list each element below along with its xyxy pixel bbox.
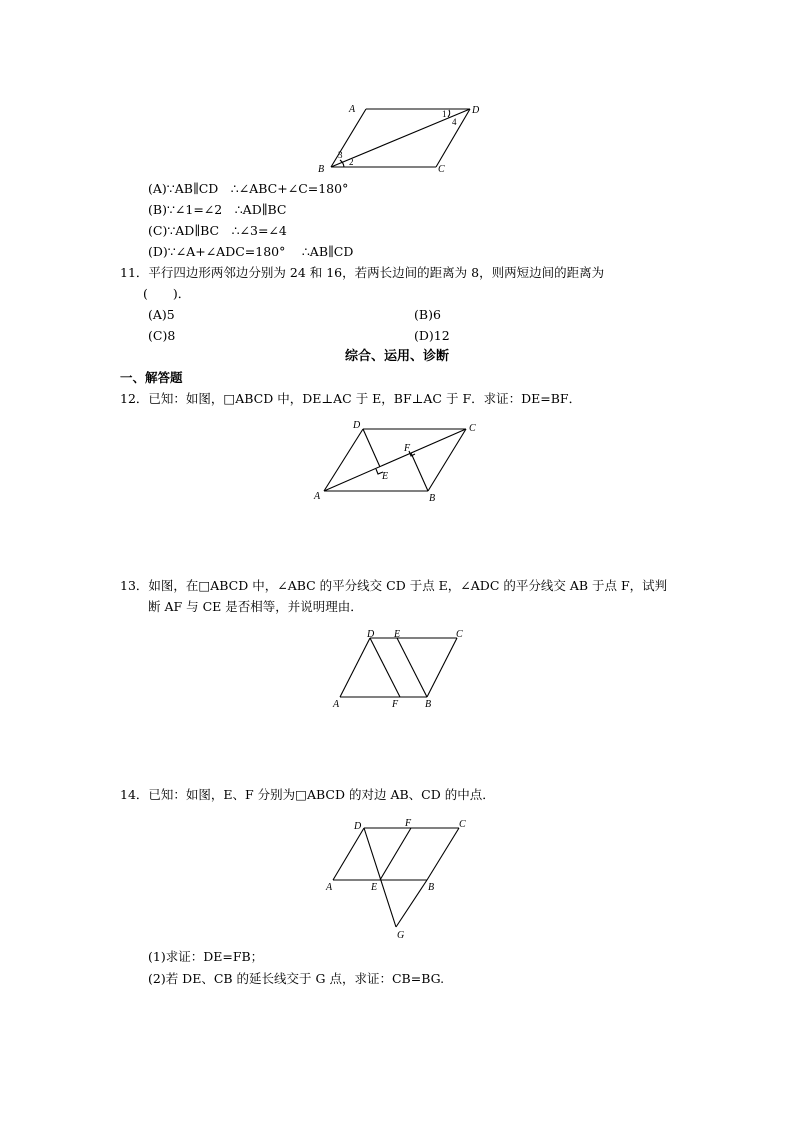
fig12-label-c: C xyxy=(469,423,476,434)
fig12-label-b: B xyxy=(429,493,436,504)
q13-text-line1: 13．如图，在□ABCD 中，∠ABC 的平分线交 CD 于点 E，∠ADC 的平分线交 AB 于点 F，试判 xyxy=(120,578,668,593)
fig10-angle-2: 2 xyxy=(349,157,354,167)
fig10-angle-4: 4 xyxy=(452,117,457,127)
fig14-label-b: B xyxy=(428,882,435,893)
fig12-label-e: E xyxy=(382,471,389,482)
fig10-angle-1: 1 xyxy=(442,109,447,119)
section-title: 综合、运用、诊断 xyxy=(344,349,449,364)
q10-option-d: (D)∵∠A+∠ADC=180° ∴AB∥CD xyxy=(148,244,354,259)
q11-option-c: (C)8 xyxy=(148,328,176,343)
fig13-label-b: B xyxy=(425,699,432,710)
fig14-label-g: G xyxy=(397,930,405,941)
fig10-label-d: D xyxy=(472,105,480,116)
q10-option-a: (A)∵AB∥CD ∴∠ABC+∠C=180° xyxy=(148,181,349,196)
fig13-label-d: D xyxy=(367,629,375,640)
q11-option-d: (D)12 xyxy=(414,328,450,343)
fig10-label-a: A xyxy=(349,104,356,115)
fig12-label-a: A xyxy=(314,491,321,502)
fig13-label-a: A xyxy=(333,699,340,710)
q11-text-line2: ( )． xyxy=(143,286,191,301)
fig14-label-c: C xyxy=(459,819,466,830)
fig14-label-d: D xyxy=(354,821,362,832)
q11-option-a: (A)5 xyxy=(148,307,175,322)
fig10-angle-3: 3 xyxy=(338,150,343,160)
q11-option-b: (B)6 xyxy=(414,307,441,322)
q10-option-b: (B)∵∠1=∠2 ∴AD∥BC xyxy=(148,202,287,217)
q14-part1: (1)求证：DE=FB； xyxy=(148,949,264,964)
fig10-label-b: B xyxy=(318,164,325,175)
fig13-label-e: E xyxy=(394,629,401,640)
fig13-label-f: F xyxy=(392,699,399,710)
q12-text: 12．已知：如图，□ABCD 中，DE⊥AC 于 E，BF⊥AC 于 F．求证：DE=BF． xyxy=(120,391,582,406)
q14-part2: (2)若 DE、CB 的延长线交于 G 点，求证：CB=BG. xyxy=(148,971,445,986)
fig14-label-a: A xyxy=(326,882,333,893)
fig14-label-f: F xyxy=(405,818,412,829)
fig10-label-c: C xyxy=(438,164,445,175)
q11-text-line1: 11．平行四边形两邻边分别为 24 和 16，若两长边间的距离为 8，则两短边间的距离为 xyxy=(120,265,605,280)
section-subtitle: 一、解答题 xyxy=(120,370,183,385)
q13-text-line2: 断 AF 与 CE 是否相等，并说明理由． xyxy=(148,599,363,614)
fig13-label-c: C xyxy=(456,629,463,640)
q10-option-c: (C)∵AD∥BC ∴∠3=∠4 xyxy=(148,223,287,238)
fig14-label-e: E xyxy=(371,882,378,893)
fig12-label-d: D xyxy=(353,420,361,431)
q14-text: 14．已知：如图，E、F 分别为□ABCD 的对边 AB、CD 的中点． xyxy=(120,787,495,802)
fig12-label-f: F xyxy=(404,443,411,454)
